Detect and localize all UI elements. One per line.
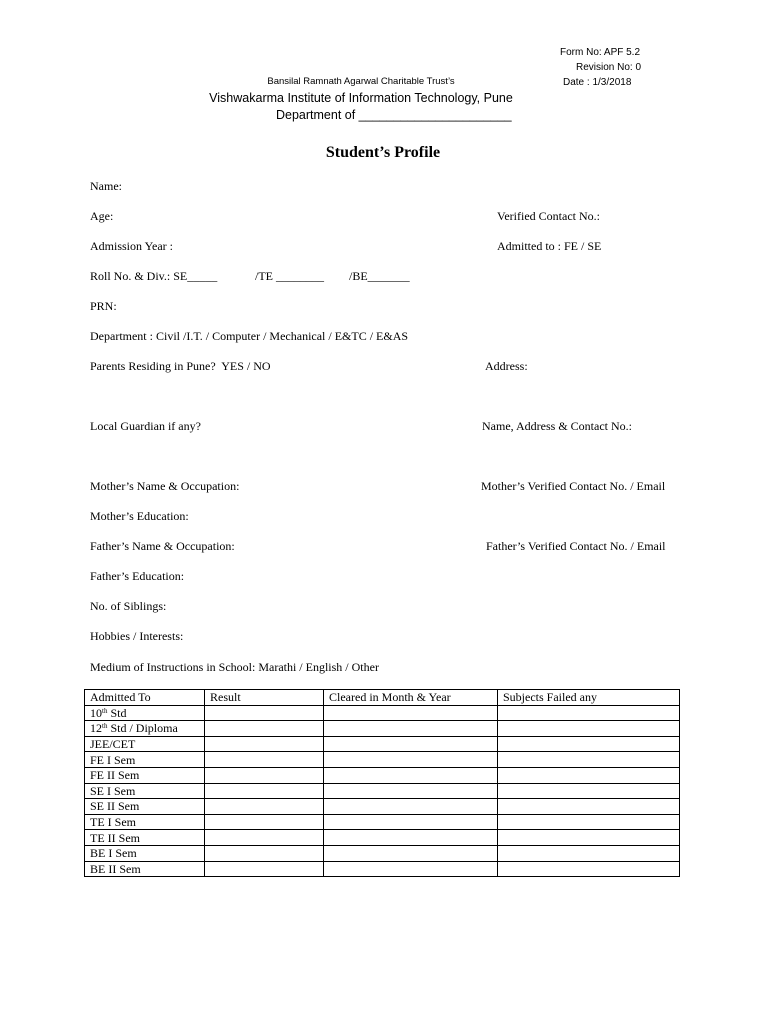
row-label: BE I Sem (85, 845, 205, 861)
cleared-cell (324, 783, 498, 799)
institute-name: Vishwakarma Institute of Information Technology, Pune (209, 91, 513, 105)
row-label: SE II Sem (85, 799, 205, 815)
medium-of-instruction-label: Medium of Instructions in School: Marathi / English / Other (90, 660, 379, 674)
result-cell (205, 799, 324, 815)
subjects-failed-cell (498, 799, 680, 815)
subjects-failed-cell (498, 736, 680, 752)
table-row (85, 861, 680, 877)
cleared-cell (324, 814, 498, 830)
subjects-failed-cell (498, 783, 680, 799)
cleared-cell (324, 830, 498, 846)
father-name-label: Father’s Name & Occupation: (90, 539, 235, 553)
row-label-sup: th (102, 722, 108, 731)
father-education-label: Father’s Education: (90, 569, 185, 583)
result-cell (205, 845, 324, 861)
cleared-cell (324, 845, 498, 861)
subjects-failed-cell (498, 752, 680, 768)
result-cell (205, 830, 324, 846)
father-contact-label: Father’s Verified Contact No. / Email (486, 539, 666, 553)
cleared-cell (324, 799, 498, 815)
subjects-failed-cell (498, 845, 680, 861)
cleared-cell (324, 767, 498, 783)
hobbies-label: Hobbies / Interests: (90, 629, 184, 643)
academic-record-table (84, 689, 680, 877)
trust-name: Bansilal Ramnath Agarwal Charitable Trust’s (267, 76, 455, 87)
mother-education-label: Mother’s Education: (90, 509, 189, 523)
guardian-details-label: Name, Address & Contact No.: (482, 419, 632, 433)
form-number: Form No: APF 5.2 (560, 47, 641, 58)
subjects-failed-cell (498, 767, 680, 783)
verified-contact-label: Verified Contact No.: (497, 209, 600, 223)
cleared-cell (324, 752, 498, 768)
result-cell (205, 767, 324, 783)
page-title: Student’s Profile (325, 144, 441, 161)
subjects-failed-cell (498, 861, 680, 877)
subjects-failed-cell (498, 830, 680, 846)
cleared-cell (324, 736, 498, 752)
table-row (85, 830, 680, 846)
column-header-subjects-failed: Subjects Failed any (498, 690, 680, 706)
roll-be-label: /BE_______ (349, 269, 410, 283)
result-cell (205, 814, 324, 830)
result-cell (205, 736, 324, 752)
mother-contact-label: Mother’s Verified Contact No. / Email (481, 479, 666, 493)
result-cell (205, 721, 324, 737)
row-label (85, 705, 205, 721)
column-header-admitted-to: Admitted To (85, 690, 205, 706)
table-row (85, 783, 680, 799)
result-cell (205, 783, 324, 799)
mother-name-label: Mother’s Name & Occupation: (90, 479, 240, 493)
result-cell (205, 861, 324, 877)
subjects-failed-cell (498, 814, 680, 830)
row-label: FE II Sem (85, 767, 205, 783)
row-label-sup: th (102, 706, 108, 715)
parents-residing-label: Parents Residing in Pune? YES / NO (90, 359, 271, 373)
column-header-cleared: Cleared in Month & Year (324, 690, 498, 706)
table-row (85, 736, 680, 752)
column-header-result: Result (205, 690, 324, 706)
revision-number: Revision No: 0 (576, 62, 642, 73)
row-label-suffix: Std (107, 705, 127, 720)
table-row (85, 845, 680, 861)
roll-se-label: Roll No. & Div.: SE_____ (90, 269, 218, 283)
row-label: TE I Sem (85, 814, 205, 830)
table-row (85, 767, 680, 783)
address-label: Address: (485, 359, 528, 373)
siblings-label: No. of Siblings: (90, 599, 167, 613)
result-cell (205, 752, 324, 768)
result-cell (205, 705, 324, 721)
table-row (85, 721, 680, 737)
table-row (85, 752, 680, 768)
row-label: FE I Sem (85, 752, 205, 768)
department-line: Department of ______________________ (276, 108, 512, 122)
cleared-cell (324, 705, 498, 721)
row-label: TE II Sem (85, 830, 205, 846)
admission-year-label: Admission Year : (90, 239, 174, 253)
row-label-text: 12 (90, 721, 102, 736)
row-label-text: 10 (90, 705, 102, 720)
row-label (85, 721, 205, 737)
row-label: JEE/CET (85, 736, 205, 752)
subjects-failed-cell (498, 721, 680, 737)
local-guardian-label: Local Guardian if any? (90, 419, 201, 433)
age-label: Age: (90, 209, 114, 223)
subjects-failed-cell (498, 705, 680, 721)
table-row (85, 799, 680, 815)
table-row (85, 814, 680, 830)
row-label-suffix: Std / Diploma (107, 721, 178, 736)
table-row (85, 705, 680, 721)
row-label: BE II Sem (85, 861, 205, 877)
row-label: SE I Sem (85, 783, 205, 799)
roll-te-label: /TE ________ (255, 269, 324, 283)
form-date: Date : 1/3/2018 (563, 77, 632, 88)
cleared-cell (324, 861, 498, 877)
table-header-row (85, 690, 680, 706)
department-options-label: Department : Civil /I.T. / Computer / Mechanical / E&TC / E&AS (90, 329, 409, 343)
prn-label: PRN: (90, 299, 117, 313)
cleared-cell (324, 721, 498, 737)
name-label: Name: (90, 179, 122, 193)
admitted-to-label: Admitted to : FE / SE (497, 239, 602, 253)
